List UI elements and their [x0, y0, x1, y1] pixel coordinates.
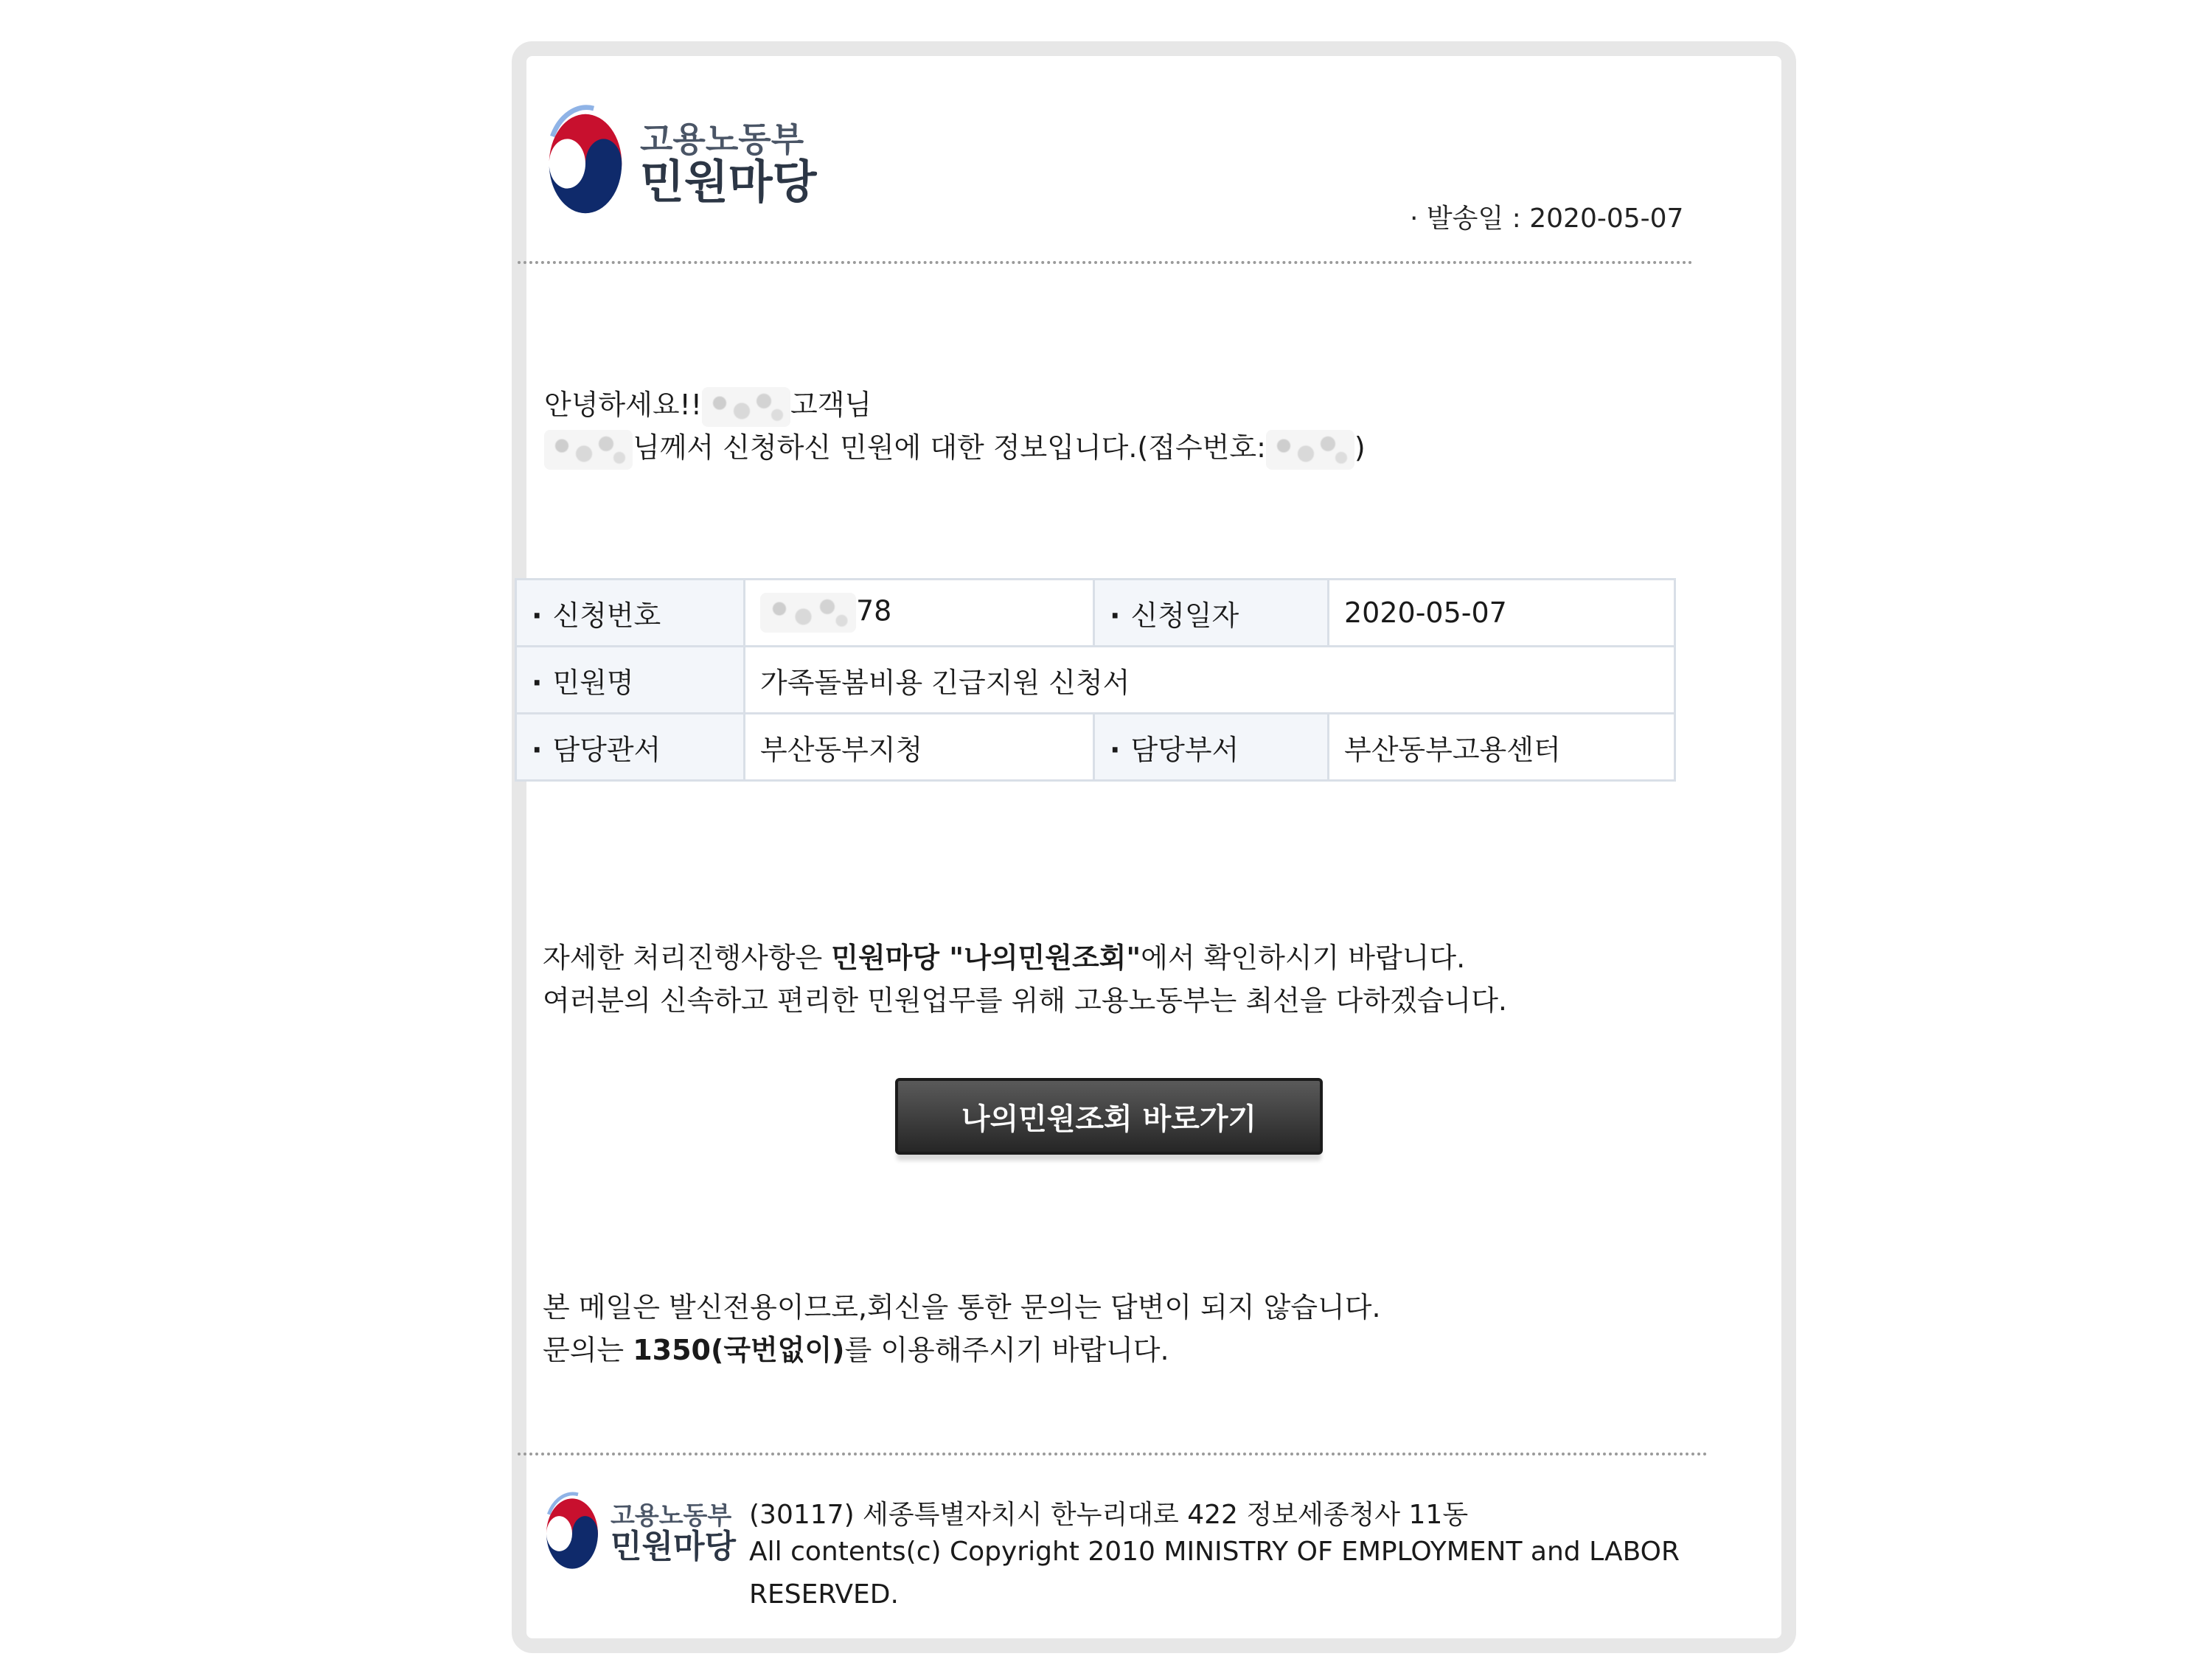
office-value: 부산동부지청: [745, 714, 1094, 781]
redacted-app-number: [760, 593, 856, 633]
footer-logo-line2: 민원마당: [611, 1527, 737, 1565]
table-row: [516, 647, 1675, 714]
petition-name-label: · 민원명: [516, 647, 745, 714]
notice-line1-bold: 민원마당 "나의민원조회": [831, 942, 1141, 974]
greeting-info-text: 님께서 신청하신 민원에 대한 정보입니다.(접수번호:: [633, 431, 1266, 464]
table-row: [516, 580, 1675, 647]
dept-label: · 담당부서: [1094, 714, 1329, 781]
taegeuk-emblem-icon: [543, 1491, 602, 1576]
notice-line2: 여러분의 신속하고 편리한 민원업무를 위해 고용노동부는 최선을 다하겠습니다.: [543, 984, 1507, 1017]
reply-notice-line2-pre: 문의는: [543, 1334, 633, 1366]
footer-logo-line1: 고용노동부: [611, 1501, 732, 1531]
greeting-customer: 고객님: [790, 389, 872, 421]
email-frame: [512, 41, 1796, 1653]
greeting-line1: [544, 382, 872, 427]
redacted-receipt-number: [1266, 430, 1354, 470]
app-number-suffix: 78: [856, 594, 892, 627]
petition-name-value: 가족돌봄비용 긴급지원 신청서: [745, 647, 1675, 714]
logo-line2: 민원마당: [640, 154, 817, 209]
notice-line1-post: 에서 확인하시기 바랍니다.: [1141, 942, 1466, 974]
greeting-hello: 안녕하세요!!: [544, 389, 703, 421]
table-row: [516, 714, 1675, 781]
petition-info-table: [515, 578, 1676, 782]
taegeuk-emblem-icon: [544, 103, 627, 224]
header-divider: [518, 261, 1693, 264]
footer-copyright-line2: RESERVED.: [749, 1579, 899, 1610]
logo-line1: 고용노동부: [640, 119, 804, 160]
reply-notice-line1: 본 메일은 발신전용이므로,회신을 통한 문의는 답변이 되지 않습니다.: [543, 1291, 1381, 1324]
redacted-name: [702, 387, 790, 427]
reply-notice-phone: 1350(국번없이): [633, 1334, 845, 1366]
greeting-close-paren: ): [1354, 431, 1366, 464]
redacted-name: [544, 430, 633, 470]
app-number-value: [745, 580, 1094, 647]
app-date-label: · 신청일자: [1094, 580, 1329, 647]
sent-date: · 발송일 : 2020-05-07: [1410, 204, 1684, 234]
app-date-value: 2020-05-07: [1329, 580, 1675, 647]
footer-logo: [543, 1491, 736, 1576]
header-logo: [544, 103, 817, 224]
footer-address: (30117) 세종특별자치시 한누리대로 422 정보세종청사 11동: [749, 1500, 1469, 1530]
reply-notice-line2-post: 를 이용해주시기 바랍니다.: [844, 1334, 1169, 1366]
app-number-label: · 신청번호: [516, 580, 745, 647]
my-petition-lookup-button[interactable]: 나의민원조회 바로가기: [895, 1078, 1323, 1155]
footer-divider: [518, 1453, 1708, 1455]
notice-line1-pre: 자세한 처리진행사항은: [543, 942, 832, 974]
notice-line1: [543, 935, 1465, 975]
office-label: · 담당관서: [516, 714, 745, 781]
dept-value: 부산동부고용센터: [1329, 714, 1675, 781]
greeting-line2: [544, 425, 1366, 470]
reply-notice-line2: [543, 1327, 1169, 1368]
footer-copyright-line1: All contents(c) Copyright 2010 MINISTRY OF EMPLOYMENT and LABOR: [749, 1537, 1680, 1567]
